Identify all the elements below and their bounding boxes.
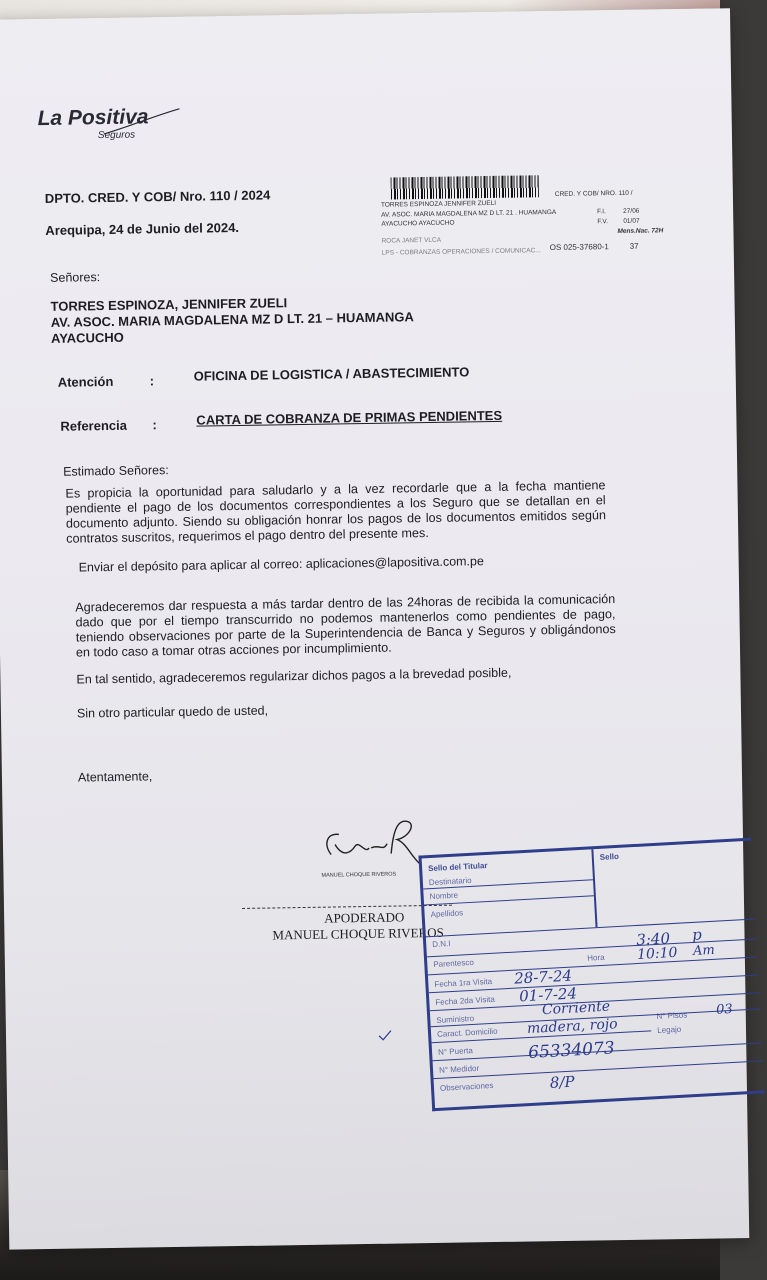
stamp-label-apellidos: Apellidos [430, 908, 464, 920]
stamp-label-hora: Hora [586, 952, 605, 963]
stamp-label-fecha-2da: Fecha 2da Visita [435, 994, 496, 1007]
stamp-label-pisos: N° Pisos [656, 1010, 688, 1022]
label-line1: ROCA JANET VLCA [381, 236, 442, 245]
document-reference-number: DPTO. CRED. Y COB/ Nro. 110 / 2024 [44, 187, 271, 206]
label-fv-label: F.V. [597, 218, 608, 226]
label-name: TORRES ESPINOZA JENNIFER ZUELI [380, 199, 497, 209]
recipient-greeting: Señores: [49, 270, 101, 285]
attention-label: Atención [57, 373, 114, 390]
stamp-label-legajo: Legajo [656, 1024, 682, 1036]
label-code: CRED. Y COB/ NRO. 110 / [554, 189, 633, 198]
stamp-divider [591, 849, 597, 927]
checkmark-icon [378, 1030, 392, 1042]
hand-hora-1: 3:40 [635, 929, 671, 949]
recipient-name: TORRES ESPINOZA, JENNIFER ZUELI [50, 295, 288, 314]
stamp-label-sello-titular: Sello del Titular [427, 860, 488, 874]
stamp-label-dni: D.N.I [432, 939, 451, 950]
reference-label: Referencia [60, 417, 128, 434]
label-os-number: OS 025-37680-1 [549, 242, 609, 253]
reference-separator: : [152, 417, 157, 433]
salutation: Estimado Señores: [63, 463, 169, 479]
stamp-label-fecha-1ra: Fecha 1ra Visita [434, 976, 493, 989]
label-os-count: 37 [629, 241, 639, 251]
hand-hora-2-suffix: Am [692, 942, 716, 959]
reference-value: CARTA DE COBRANZA DE PRIMAS PENDIENTES [196, 407, 503, 428]
signer-name: MANUEL CHOQUE RIVEROS [272, 924, 444, 943]
paragraph-reminder: Es propicia la oportunidad para saludarlo y a la vez recordarle que a la fecha mantiene pendiente el pago de los documentos correspondientes a los Seguro que se detallan en el documento adjunto. Siendo su obligación honrar los pagos de los documentos emitidos según contratos suscritos, requerimos el pago dentro del presente mes. [65, 478, 607, 546]
label-fi-label: F.I. [597, 208, 606, 216]
stamp-label-suministro: Suministro [436, 1013, 475, 1025]
hand-fecha-1ra: 28-7-24 [513, 966, 573, 988]
hand-observaciones: 8/P [549, 1072, 576, 1092]
company-logo: La Positiva [37, 105, 149, 131]
stamp-label-sello: Sello [599, 851, 620, 862]
signature-stamp-caption: MANUEL CHOQUE RIVEROS [321, 871, 397, 879]
attention-value: OFICINA DE LOGISTICA / ABASTECIMIENTO [193, 364, 470, 384]
stamp-label-nombre: Nombre [429, 890, 459, 902]
stamp-label-observaciones: Observaciones [439, 1080, 494, 1093]
paragraph-deposit-email: Enviar el depósito para aplicar al correo: aplicaciones@lapositiva.com.pe [78, 554, 484, 575]
hand-medidor: 65334073 [527, 1038, 616, 1064]
paragraph-closing-line: Sin otro particular quedo de usted, [76, 703, 269, 721]
stamp-label-n-puerta: N° Puerta [437, 1046, 474, 1057]
label-city: AYACUCHO AYACUCHO [381, 219, 455, 228]
signer-role: APODERADO [324, 909, 405, 926]
closing-atentamente: Atentamente, [77, 769, 153, 785]
label-address: AV. ASOC. MARIA MAGDALENA MZ D LT. 21 . HUAMANGA [381, 208, 557, 219]
handwritten-signature [321, 813, 432, 875]
paragraph-regularize: En tal sentido, agradeceremos regularizar dichos pagos a la brevedad posible, [76, 665, 512, 687]
stamp-label-caract: Caract. Domicilio [436, 1026, 498, 1039]
hand-fecha-2da: 01-7-24 [518, 984, 578, 1006]
city-date: Arequipa, 24 de Junio del 2024. [45, 219, 240, 238]
attention-separator: : [149, 373, 155, 389]
company-logo-subtitle: Seguros [97, 129, 136, 142]
letter-page [0, 8, 749, 1249]
barcode [391, 175, 539, 199]
paragraph-response-deadline: Agradeceremos dar respuesta a más tardar dentro de las 24horas de recibida la comunicación dado que por el tiempo transcurrido no podemos mantenerlos como pendientes de pago, teniendo observaciones por parte de la Superintendencia de Banca y Seguros y obligándonos en todo caso a tomar otras acciones por incumplimiento. [75, 592, 616, 660]
recipient-address: AV. ASOC. MARIA MAGDALENA MZ D LT. 21 – HUAMANGA [50, 309, 414, 330]
hand-pisos: 03 [715, 1001, 734, 1018]
stamp-label-destinatario: Destinatario [428, 875, 472, 888]
hand-hora-2: 10:10 [636, 944, 678, 963]
hand-hora-1-suffix: p [691, 925, 703, 944]
label-fi-value: 27/06 [623, 207, 640, 215]
delivery-receipt-stamp [418, 838, 764, 1112]
stamp-label-n-medidor: N° Medidor [438, 1063, 480, 1075]
recipient-city: AYACUCHO [50, 329, 124, 346]
hand-suministro: Corriente [541, 998, 611, 1019]
stamp-label-parentesco: Parentesco [433, 957, 474, 970]
label-line2: LPS - COBRANZAS OPERACIONES / COMUNICAC... [381, 247, 541, 257]
label-mens: Mens.Nac. 72H [617, 227, 664, 235]
hand-puerta: madera, rojo [526, 1016, 618, 1038]
label-fv-value: 01/07 [623, 217, 640, 225]
